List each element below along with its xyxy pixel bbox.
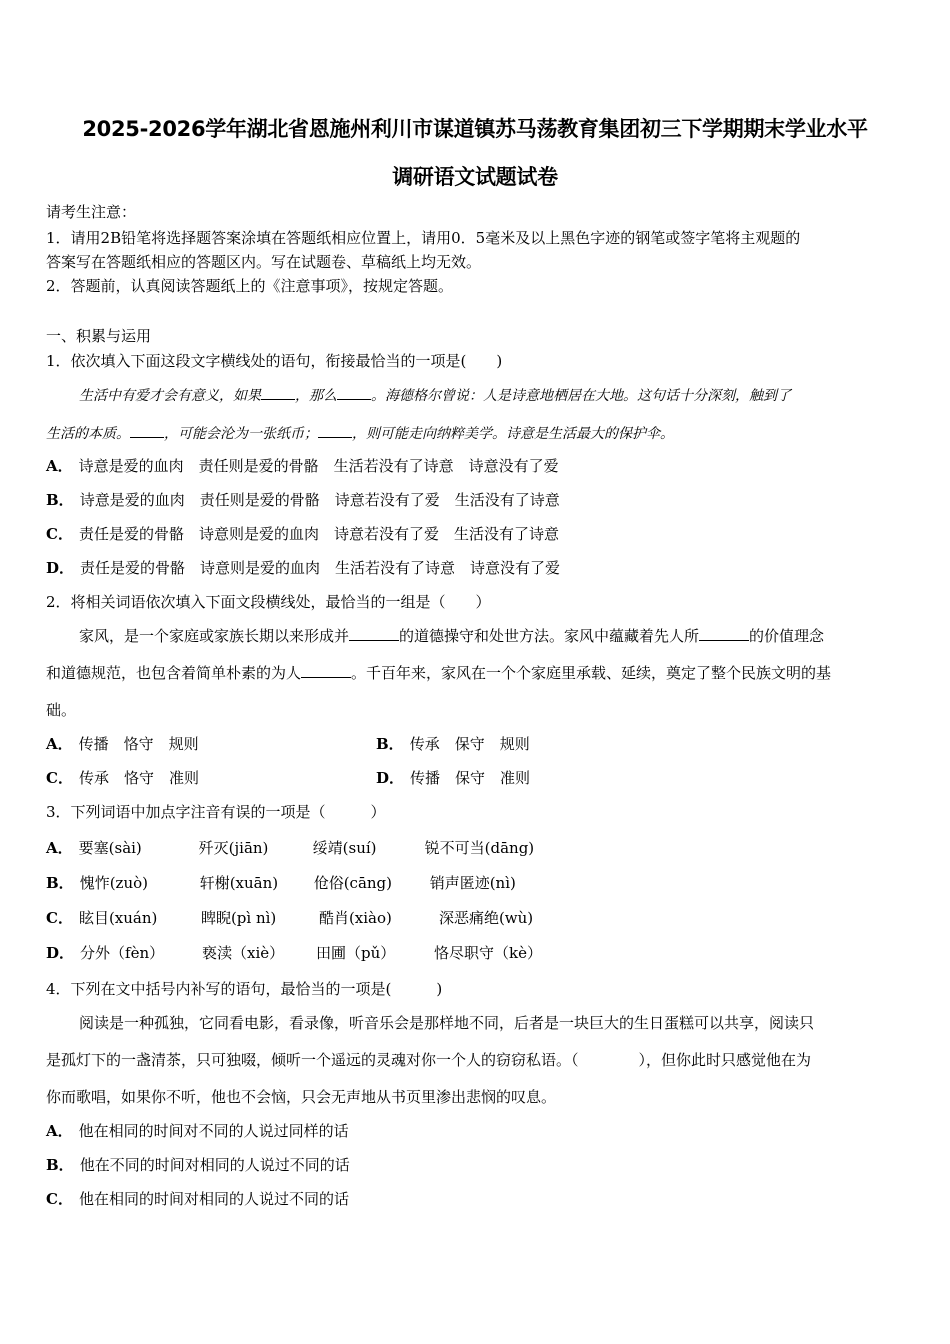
q1-option-c[interactable]: C． 责任是爱的骨骼 诗意则是爱的血肉 诗意若没有了爱 生活没有了诗意: [46, 525, 559, 543]
q4-passage-line2: 是孤灯下的一盏清茶，只可独啜，倾听一个遥远的灵魂对你一个人的窃窃私语。（ ），但你此时只感觉他在为: [46, 1051, 812, 1069]
q1-stem: 1．依次填入下面这段文字横线处的语句，衔接最恰当的一项是( ): [46, 352, 503, 370]
notice-item-1b: 答案写在答题纸相应的答题区内。写在试题卷、草稿纸上均无效。: [46, 253, 482, 271]
notice-heading: 请考生注意：: [46, 203, 137, 221]
q3-option-b[interactable]: B． 愧怍(zuò) 轩榭(xuān) 伧俗(cāng) 销声匿迹(nì): [46, 874, 516, 892]
q2-option-b[interactable]: B． 传承 保守 规则: [376, 735, 530, 753]
q2-option-a[interactable]: A． 传播 恪守 规则: [46, 735, 199, 753]
page-title-line1: 2025-2026学年湖北省恩施州利川市谋道镇苏马荡教育集团初三下学期期末学业水平: [82, 117, 868, 141]
notice-item-2: 2．答题前，认真阅读答题纸上的《注意事项》，按规定答题。: [46, 277, 454, 295]
q4-option-c[interactable]: C． 他在相同的时间对相同的人说过不同的话: [46, 1190, 349, 1208]
q1-option-d[interactable]: D． 责任是爱的骨骼 诗意则是爱的血肉 生活若没有了诗意 诗意没有了爱: [46, 559, 561, 577]
q3-option-d[interactable]: D． 分外（fèn） 亵渎（xiè） 田圃（pǔ） 恪尽职守（kè）: [46, 944, 542, 962]
q2-passage-line2: 和道德规范，也包含着简单朴素的为人 。千百年来，家风在一个个家庭里承载、延续，奠定了整个民族文明的基: [46, 664, 832, 682]
q1-passage-line2: 生活的本质。 ，可能会沦为一张纸币； ，则可能走向纳粹美学。诗意是生活最大的保护伞。: [46, 423, 674, 444]
q4-option-b[interactable]: B． 他在不同的时间对相同的人说过不同的话: [46, 1156, 350, 1174]
q2-stem: 2．将相关词语依次填入下面文段横线处，最恰当的一组是（ ）: [46, 593, 491, 611]
q2-passage-line3: 础。: [46, 701, 77, 719]
q1-option-a[interactable]: A． 诗意是爱的血肉 责任则是爱的骨骼 生活若没有了诗意 诗意没有了爱: [46, 457, 559, 475]
q2-option-d[interactable]: D． 传播 保守 准则: [376, 769, 531, 787]
notice-item-1a: 1．请用2B铅笔将选择题答案涂填在答题纸相应位置上，请用0．5毫米及以上黑色字迹的钢笔或签字笔将主观题的: [46, 229, 801, 247]
q4-passage-line1: 阅读是一种孤独，它同看电影，看录像，听音乐会是那样地不同，后者是一块巨大的生日蛋糕可以共享，阅读只: [79, 1014, 815, 1032]
q1-option-b[interactable]: B． 诗意是爱的血肉 责任则是爱的骨骼 诗意若没有了爱 生活没有了诗意: [46, 491, 560, 509]
q2-passage-line1: 家风，是一个家庭或家族长期以来形成并 的道德操守和处世方法。家风中蕴藏着先人所 的价值理念: [79, 627, 825, 645]
q2-option-c[interactable]: C． 传承 恪守 准则: [46, 769, 199, 787]
page-title-line2: 调研语文试题试卷: [392, 165, 558, 189]
q3-stem: 3．下列词语中加点字注音有误的一项是（ ）: [46, 803, 386, 821]
q4-passage-line3: 你而歌唱，如果你不听，他也不会恼，只会无声地从书页里渗出悲悯的叹息。: [46, 1088, 557, 1106]
q1-passage-line1: 生活中有爱才会有意义，如果 ，那么 。海德格尔曾说：人是诗意地栖居在大地。这句话十分深刻，触到了: [79, 385, 791, 406]
section-heading: 一、积累与运用: [46, 327, 152, 345]
q4-stem: 4．下列在文中括号内补写的语句，最恰当的一项是( ): [46, 980, 443, 998]
q4-option-a[interactable]: A． 他在相同的时间对不同的人说过同样的话: [46, 1122, 349, 1140]
q3-option-a[interactable]: A． 要塞(sài) 歼灭(jiān) 绥靖(suí) 锐不可当(dāng): [46, 839, 535, 857]
q3-option-c[interactable]: C． 眩目(xuán) 睥睨(pì nì) 酷肖(xiào) 深恶痛绝(wù): [46, 909, 534, 927]
